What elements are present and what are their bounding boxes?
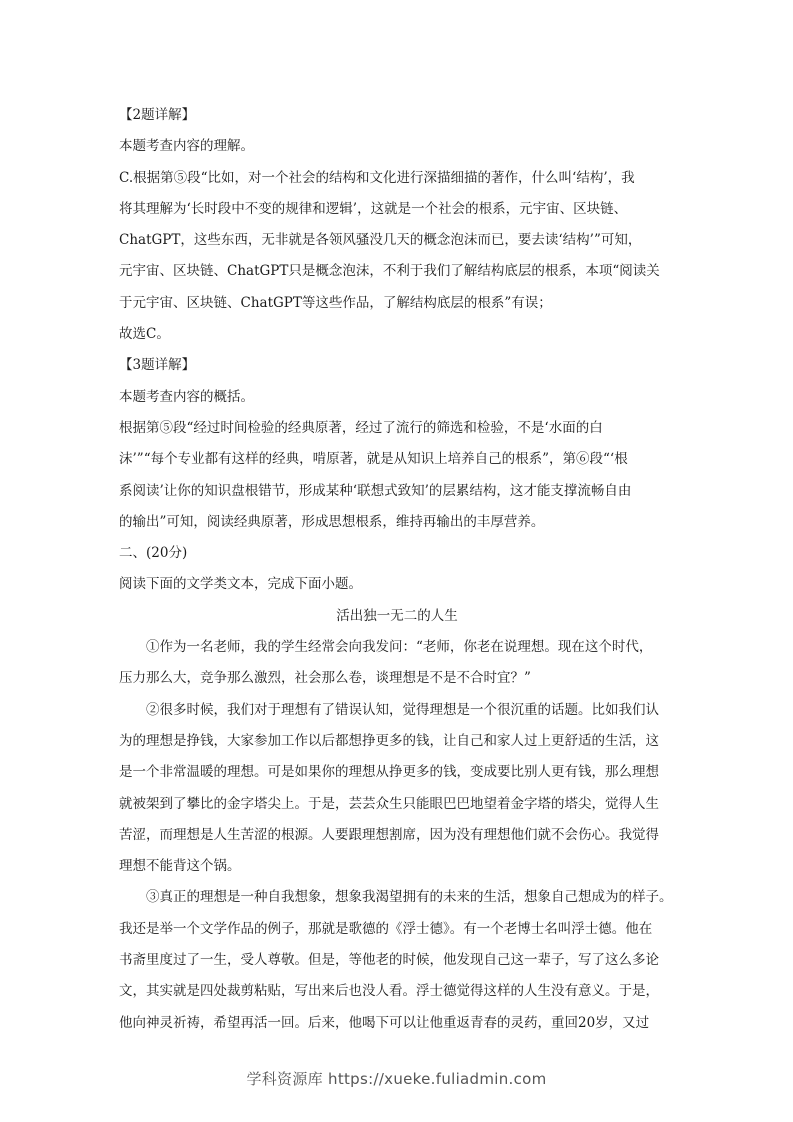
paragraph-line: 为的理想是挣钱，大家参加工作以后都想挣更多的钱，让自己和家人过上更舒适的生活，这 (119, 732, 659, 749)
paragraph-line: 是一个非常温暖的理想。可是如果你的理想从挣更多的钱，变成要比别人更有钱，那么理想 (119, 764, 659, 781)
part-heading: 二、(20分) (119, 545, 188, 562)
answer-line: 故选C。 (119, 326, 170, 343)
paragraph-line: ②很多时候，我们对于理想有了错误认知，觉得理想是一个很沉重的话题。比如我们认 (119, 701, 659, 718)
instruction-line: 阅读下面的文学类文本，完成下面小题。 (119, 576, 362, 593)
text-line: C.根据第⑤段“比如，对一个社会的结构和文化进行深描细描的著作，什么叫‘结构’，我 (119, 169, 635, 186)
text-line: 本题考查内容的理解。 (119, 138, 254, 155)
text-line: 根据第⑤段“经过时间检验的经典原著，经过了流行的筛选和检验，不是‘水面的白 (119, 419, 603, 436)
paragraph-line: ①作为一名老师，我的学生经常会向我发问：“老师，你老在说理想。现在这个时代， (119, 639, 653, 656)
document-body (119, 100, 675, 1039)
text-line: 系阅读’让你的知识盘根错节，形成某种‘联想式致知’的层累结构，这才能支撑流畅自由 (119, 482, 632, 499)
paragraph-line: 书斋里度过了一生，受人尊敬。但是，等他老的时候，他发现自己这一辈子，写了这么多论 (119, 952, 659, 969)
footer-watermark: 学科资源库 https://xueke.fuliadmin.com (246, 1070, 547, 1088)
paragraph-line: 理想不能背这个锅。 (119, 858, 241, 875)
paragraph-line: 我还是举一个文学作品的例子，那就是歌德的《浮士德》。有一个老博士名叫浮士德。他在 (119, 920, 653, 937)
text-line: 的输出”可知，阅读经典原著，形成思想根系，维持再输出的丰厚营养。 (119, 513, 545, 530)
text-line: 将其理解为‘长时段中不变的规律和逻辑’，这就是一个社会的根系，元宇宙、区块链、 (119, 200, 628, 217)
paragraph-line: 文，其实就是四处裁剪粘贴，写出来后也没人看。浮士德觉得这样的人生没有意义。于是， (119, 983, 659, 1000)
paragraph-line: 就被架到了攀比的金字塔尖上。于是，芸芸众生只能眼巴巴地望着金字塔的塔尖，觉得人生 (119, 795, 659, 812)
paragraph-line: ③真正的理想是一种自我想象，想象我渴望拥有的未来的生活，想象自己想成为的样子。 (119, 889, 673, 906)
paragraph-line: 苦涩，而理想是人生苦涩的根源。人要跟理想割席，因为没有理想他们就不会伤心。我觉得 (119, 826, 659, 843)
section-heading-3: 【3题详解】 (119, 357, 196, 374)
paragraph-line: 压力那么大，竞争那么激烈，社会那么卷，谈理想是不是不合时宜？” (119, 670, 531, 687)
article-title: 活出独一无二的人生 (336, 607, 458, 624)
text-line: 沫’”“每个专业都有这样的经典，啃原著，就是从知识上培养自己的根系”，第⑥段“‘根 (119, 451, 628, 468)
text-line: 本题考查内容的概括。 (119, 388, 254, 405)
text-line: 元宇宙、区块链、ChatGPT只是概念泡沫，不利于我们了解结构底层的根系，本项“阅读关 (119, 263, 660, 280)
text-line: 于元宇宙、区块链、ChatGPT等这些作品，了解结构底层的根系”有误； (119, 294, 552, 311)
text-line: ChatGPT，这些东西，无非就是各领风骚没几天的概念泡沫而已，要去读‘结构’”可知， (119, 232, 642, 249)
paragraph-line: 他向神灵祈祷，希望再活一回。后来，他喝下可以让他重返青春的灵药，重回20岁，又过 (119, 1014, 650, 1031)
section-heading-2: 【2题详解】 (119, 107, 196, 123)
